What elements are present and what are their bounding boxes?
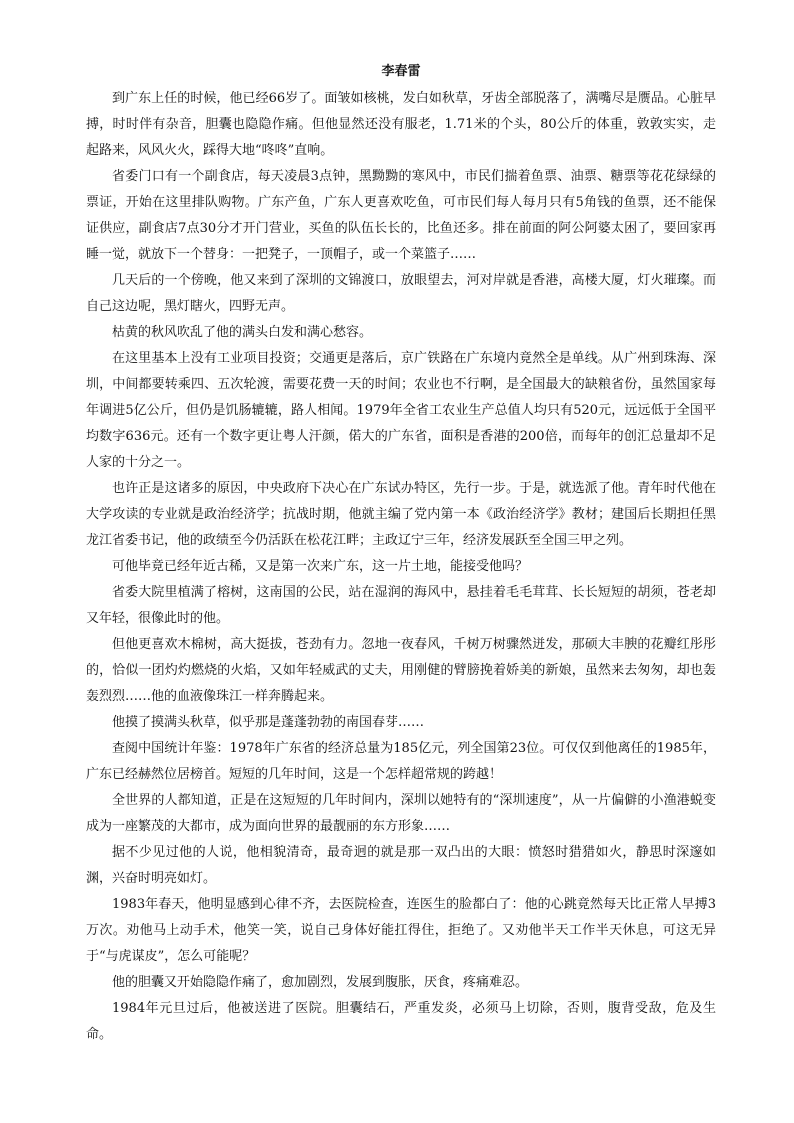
paragraph-11: 查阅中国统计年鉴：1978年广东省的经济总量为185亿元，列全国第23位。可仅仅到他离任的1985年，广东已经赫然位居榜首。短短的几年时间，这是一个怎样超常规的跨越！ <box>86 741 716 782</box>
document-page <box>86 62 716 1048</box>
paragraph-13: 据不少见过他的人说，他相貌清奇，最奇迥的就是那一双凸出的大眼：愤怒时猎猎如火，静思时深邃如渊，兴奋时明亮如灯。 <box>86 845 716 886</box>
paragraph-7: 可他毕竟已经年近古稀，又是第一次来广东，这一片土地，能接受他吗？ <box>112 559 529 574</box>
paragraph-10: 他摸了摸满头秋草，似乎那是蓬蓬勃勃的南国春芽…… <box>112 715 425 730</box>
paragraph-3: 几天后的一个傍晚，他又来到了深圳的文锦渡口，放眼望去，河对岸就是香港，高楼大厦，灯火璀璨。而自己这边呢，黑灯瞎火，四野无声。 <box>86 273 716 314</box>
paragraph-8: 省委大院里植满了榕树，这南国的公民，站在湿润的海风中，悬挂着毛毛茸茸、长长短短的胡须，苍老却又年轻，很像此时的他。 <box>86 585 716 626</box>
paragraph-2: 省委门口有一个副食店，每天凌晨3点钟，黑黝黝的寒风中，市民们揣着鱼票、油票、糖票等花花绿绿的票证，开始在这里排队购物。广东产鱼，广东人更喜欢吃鱼，可市民们每人每月只有5角钱的鱼票，还不能保证供应，副食店7点30分才开门营业，买鱼的队伍长长的，比鱼还多。排在前面的阿公阿婆太困了，要回家再睡一觉，就放下一个替身：一把凳子，一顶帽子，或一个菜篮子…… <box>86 169 716 262</box>
paragraph-12: 全世界的人都知道，正是在这短短的几年时间内，深圳以她特有的“深圳速度”，从一片偏僻的小渔港蜕变成为一座繁茂的大都市，成为面向世界的最靓丽的东方形象…… <box>86 793 716 834</box>
paragraph-16: 1984年元旦过后，他被送进了医院。胆囊结石，严重发炎，必须马上切除，否则，腹背受敌，危及生命。 <box>86 1001 716 1042</box>
paragraph-6: 也许正是这诸多的原因，中央政府下决心在广东试办特区，先行一步。于是，就选派了他。青年时代他在大学攻读的专业就是政治经济学；抗战时期，他就主编了党内第一本《政治经济学》教材；建国后长期担任黑龙江省委书记，他的政绩至今仍活跃在松花江畔；主政辽宁三年，经济发展跃至全国三甲之列。 <box>86 481 716 548</box>
paragraph-4: 枯黄的秋风吹乱了他的满头白发和满心愁容。 <box>112 325 373 340</box>
paragraph-9: 但他更喜欢木棉树，高大挺拔，苍劲有力。忽地一夜春风，千树万树骤然迸发，那硕大丰腴的花瓣红彤彤的，恰似一团灼灼燃烧的火焰，又如年轻威武的丈夫，用刚健的臂膀挽着娇美的新娘，虽然来去匆匆，却也轰轰烈烈……他的血液像珠江一样奔腾起来。 <box>86 637 716 704</box>
paragraph-15: 他的胆囊又开始隐隐作痛了，愈加剧烈，发展到腹胀，厌食，疼痛难忍。 <box>112 975 529 990</box>
paragraph-5: 在这里基本上没有工业项目投资；交通更是落后，京广铁路在广东境内竟然全是单线。从广州到珠海、深圳，中间都要转乘四、五次轮渡，需要花费一天的时间；农业也不行啊，是全国最大的缺粮省份，虽然国家每年调进5亿公斤，但仍是饥肠辘辘，路人相闻。1979年全省工农业生产总值人均只有520元，远远低于全国平均数字636元。还有一个数字更让粤人汗颜，偌大的广东省，面积是香港的200倍，而每年的创汇总量却不足人家的十分之一。 <box>86 351 716 470</box>
paragraph-1: 到广东上任的时候，他已经66岁了。面皱如核桃，发白如秋草，牙齿全部脱落了，满嘴尽是赝品。心脏早搏，时时伴有杂音，胆囊也隐隐作痛。但他显然还没有服老，1.71米的个头，80公斤的体重，敦敦实实，走起路来，风风火火，踩得大地“咚咚”直响。 <box>86 91 716 158</box>
paragraph-14: 1983年春天，他明显感到心律不齐，去医院检查，连医生的脸都白了：他的心跳竟然每天比正常人早搏3万次。劝他马上动手术，他笑一笑，说自己身体好能扛得住，拒绝了。又劝他半天工作半天休息，可这无异于“与虎谋皮”，怎么可能呢？ <box>86 897 716 964</box>
author-title: 李春雷 <box>381 64 421 79</box>
